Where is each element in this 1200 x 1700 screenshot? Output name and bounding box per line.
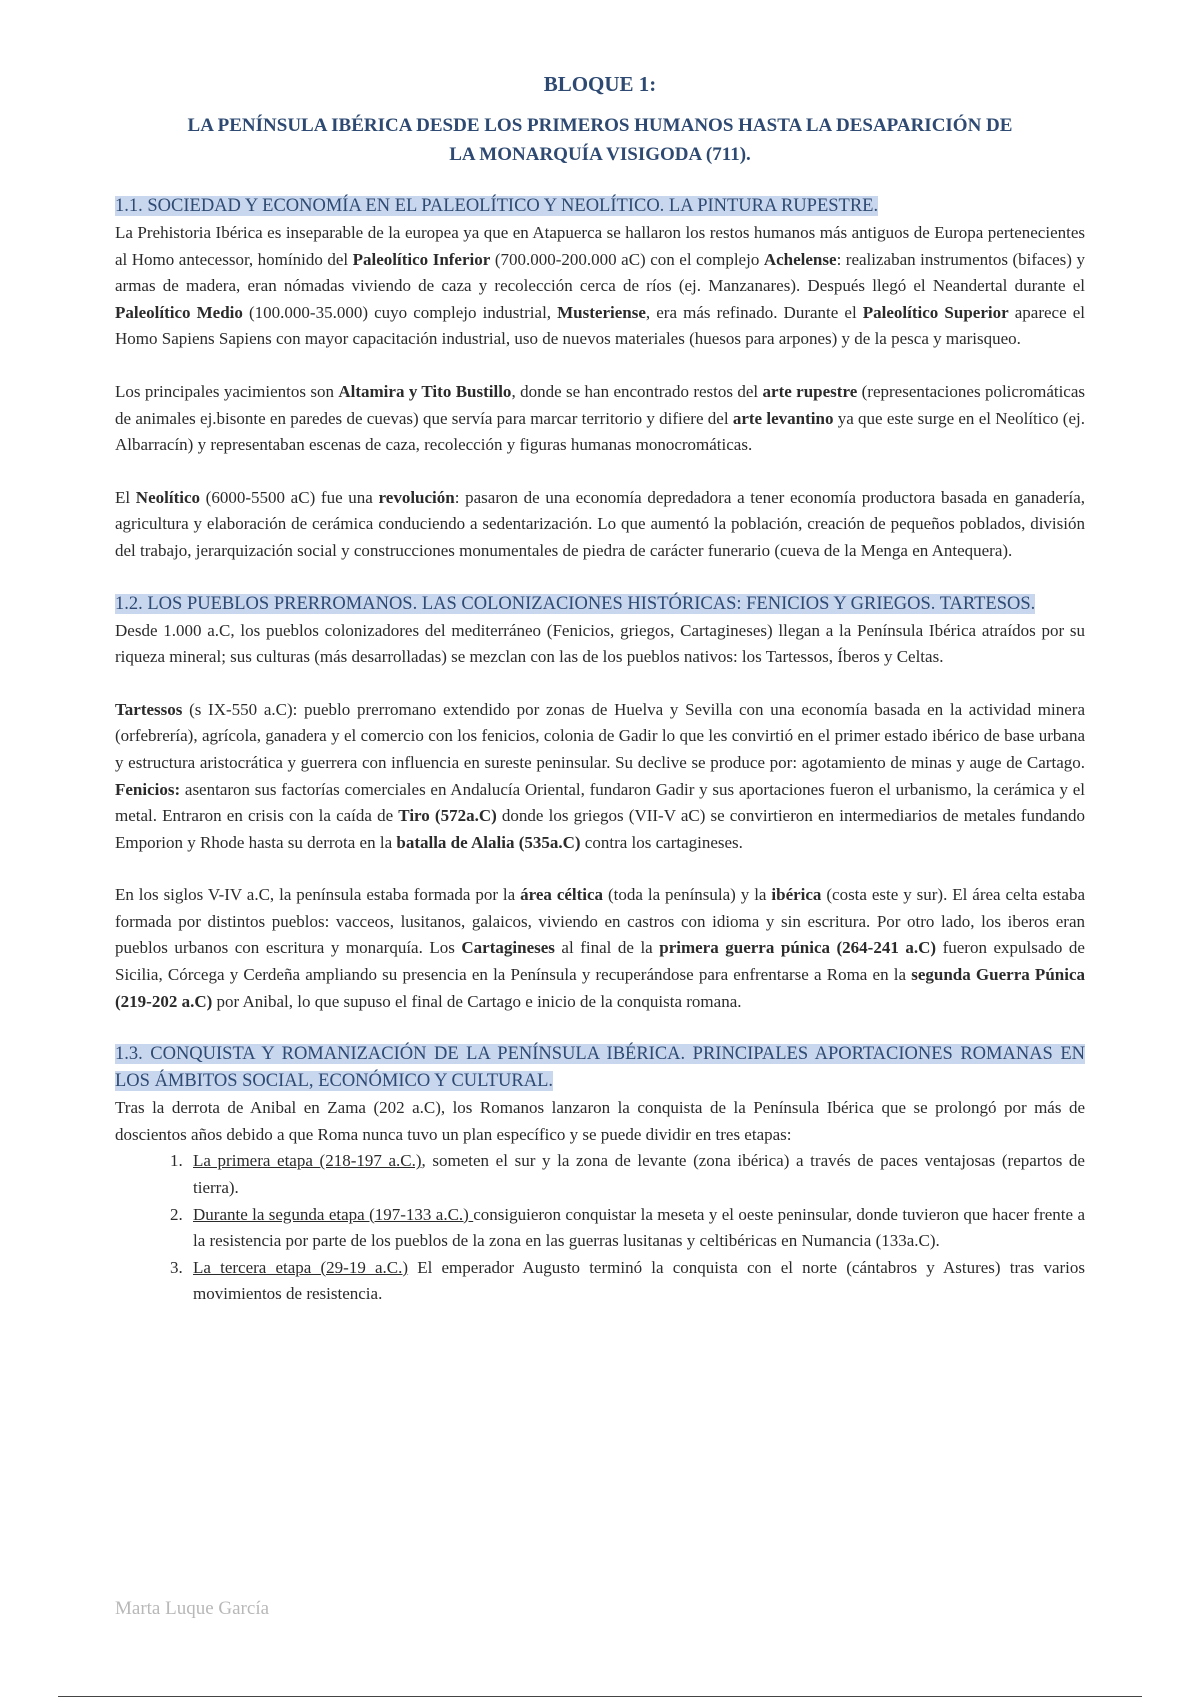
section-heading-1-3: 1.3. CONQUISTA Y ROMANIZACIÓN DE LA PENÍNSULA IBÉRICA. PRINCIPALES APORTACIONES ROMANAS EN LOS ÁMBITOS SOCIAL, ECONÓMICO Y CULTURAL. [115,1044,1085,1092]
paragraph: La Prehistoria Ibérica es inseparable de la europea ya que en Atapuerca se hallaron los restos humanos más antiguos de Europa pertenecientes al Homo antecessor, homínido del Paleolítico Inferior (700.000-200.000 aC) con el complejo Achelense: realizaban instrumentos (bifaces) y armas de madera, eran nómadas viviendo de caza y recolección cerca de ríos (ej. Manzanares). Después llegó el Neandertal durante el Paleolítico Medio (100.000-35.000) cuyo complejo industrial, Musteriense, era más refinado. Durante el Paleolítico Superior aparece el Homo Sapiens Sapiens con mayor capacitación industrial, uso de nuevos materiales (huesos para arpones) y de la pesca y marisqueo. [115,223,1085,349]
list-item: 3. La tercera etapa (29-19 a.C.) El emperador Augusto terminó la conquista con el norte (cántabros y Astures) tras varios movimientos de resistencia. [187,1255,1085,1308]
author-name: Marta Luque García [115,1598,270,1619]
footer-divider [58,1696,1142,1697]
paragraph: Los principales yacimientos son Altamira y Tito Bustillo, donde se han encontrado restos del arte rupestre (representaciones policromáticas de animales ej.bisonte en paredes de cuevas) que servía para marcar territorio y difiere del arte levantino ya que este surge en el Neolítico (ej. Albarracín) y representaban escenas de caza, recolección y figuras humanas monocromáticas. [115,381,1086,455]
document-page [115,72,1085,1308]
section-heading-1-1: 1.1. SOCIEDAD Y ECONOMÍA EN EL PALEOLÍTICO Y NEOLÍTICO. LA PINTURA RUPESTRE. [115,196,879,216]
page-title [115,111,1085,169]
title-line-2: LA MONARQUÍA VISIGODA (711). [449,144,751,165]
block-label: BLOQUE 1: [543,72,657,96]
list-item: 1. La primera etapa (218-197 a.C.), someten el sur y la zona de levante (zona ibérica) a través de paces ventajosas (repartos de tierra). [187,1148,1085,1201]
paragraph: El Neolítico (6000-5500 aC) fue una revolución: pasaron de una economía depredadora a tener economía productora basada en ganadería, agricultura y elaboración de cerámica conduciendo a sedentarización. Lo que aumentó la población, creación de pequeños poblados, división del trabajo, jerarquización social y construcciones monumentales de piedra de carácter funerario (cueva de la Menga en Antequera). [115,487,1086,560]
list-item: 2. Durante la segunda etapa (197-133 a.C.) consiguieron conquistar la meseta y el oeste peninsular, donde tuvieron que hacer frente a la resistencia por parte de los pueblos de la zona en las guerras lusitanas y celtibéricas en Numancia (133a.C). [187,1202,1085,1255]
title-line-1: LA PENÍNSULA IBÉRICA DESDE LOS PRIMEROS HUMANOS HASTA LA DESAPARICIÓN DE [187,115,1013,136]
etapas-list [115,1148,1085,1308]
paragraph: En los siglos V-IV a.C, la península estaba formada por la área céltica (toda la península) y la ibérica (costa este y sur). El área celta estaba formada por distintos pueblos: vacceos, lusitanos, galaicos, viviendo en castros con idioma y sin escritura. Por otro lado, los iberos eran pueblos urbanos con escritura y monarquía. Los Cartagineses al final de la primera guerra púnica (264-241 a.C) fueron expulsado de Sicilia, Córcega y Cerdeña ampliando su presencia en la Península y recuperándose para enfrentarse a Roma en la segunda Guerra Púnica (219-202 a.C) por Anibal, lo que supuso el final de Cartago e inicio de la conquista romana. [115,885,1085,1011]
paragraph: Tartessos (s IX-550 a.C): pueblo prerromano extendido por zonas de Huelva y Sevilla con una economía basada en la actividad minera (orfebrería), agrícola, ganadera y el comercio con los fenicios, colonia de Gadir lo que les convirtió en el primer estado ibérico de base urbana y estructura aristocrática y guerrera con influencia en sureste peninsular. Su declive se produce por: agotamiento de minas y auge de Cartago. Fenicios: asentaron sus factorías comerciales en Andalucía Oriental, fundaron Gadir y sus aportaciones fueron el urbanismo, la cerámica y el metal. Entraron en crisis con la caída de Tiro (572a.C) donde los griegos (VII-V aC) se convirtieron en intermediarios de metales fundando Emporion y Rhode hasta su derrota en la batalla de Alalia (535a.C) contra los cartagineses. [115,699,1086,852]
paragraph: Desde 1.000 a.C, los pueblos colonizadores del mediterráneo (Fenicios, griegos, Cartagineses) llegan a la Península Ibérica atraídos por su riqueza mineral; sus culturas (más desarrolladas) se mezclan con las de los pueblos nativos: los Tartessos, Íberos y Celtas. [115,620,1085,667]
paragraph: Tras la derrota de Anibal en Zama (202 a.C), los Romanos lanzaron la conquista de la Península Ibérica que se prolongó por más de doscientos años debido a que Roma nunca tuvo un plan específico y se puede dividir en tres etapas: [115,1098,1085,1144]
section-heading-1-2: 1.2. LOS PUEBLOS PRERROMANOS. LAS COLONIZACIONES HISTÓRICAS: FENICIOS Y GRIEGOS. TARTESOS. [115,593,1036,614]
